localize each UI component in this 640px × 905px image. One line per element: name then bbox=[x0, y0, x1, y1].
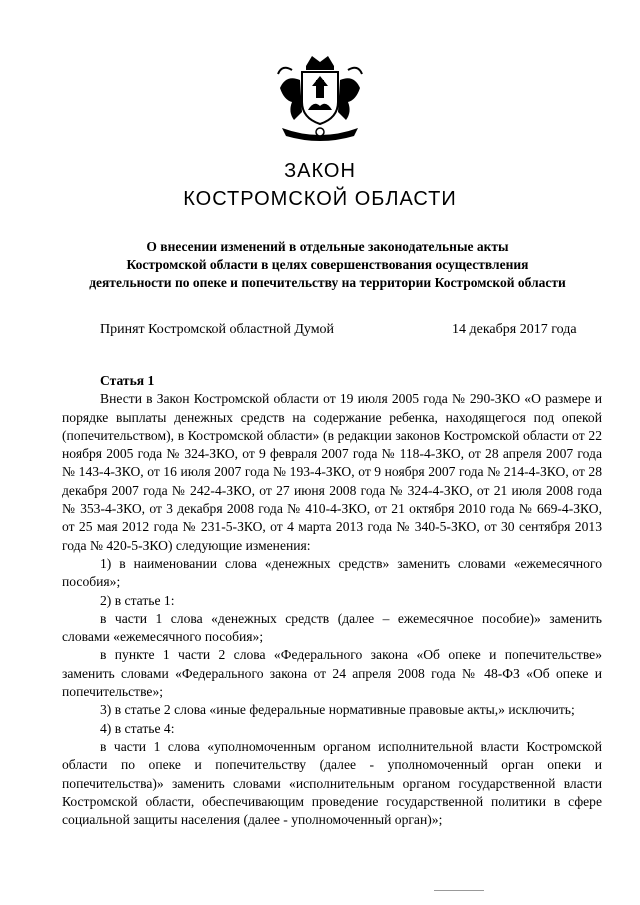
subject-line: О внесении изменений в отдельные законодательные акты bbox=[146, 239, 509, 254]
law-subject bbox=[50, 238, 605, 292]
article-item: 3) в статье 2 слова «иные федеральные нормативные правовые акты,» исключить; bbox=[100, 702, 575, 718]
article-intro: Внести в Закон Костромской области от 19 июля 2005 года № 290-ЗКО «О размере и порядке выплаты денежных средств на содержание ребенка, находящегося под опекой (попечительством), в Костромской области» (в редакции законов Костромской области от 22 ноября 2005 года № 324-ЗКО, от 9 февраля 2007 года № 118-4-ЗКО, от 28 апреля 2007 года № 143-4-ЗКО, от 16 июля 2007 года № 193-4-ЗКО, от 9 ноября 2007 года № 214-4-ЗКО, от 28 декабря 2007 года № 242-4-ЗКО, от 27 июня 2008 года № 324-4-ЗКО, от 21 июля 2008 года № 353-4-ЗКО, от 3 декабря 2008 года № 410-4-ЗКО, от 21 октября 2010 года № 669-4-ЗКО, от 25 мая 2012 года № 231-5-ЗКО, от 4 марта 2013 года № 340-5-ЗКО, от 30 сентября 2013 года № 420-5-ЗКО) следующие изменения: bbox=[62, 391, 602, 553]
article-item: 1) в наименовании слова «денежных средств» заменить словами «ежемесячного пособия»; bbox=[62, 555, 602, 590]
adopted-by: Принят Костромской областной Думой bbox=[100, 322, 335, 337]
article-subitem: в части 1 слова «уполномоченным органом исполнительной власти Костромской области по опеке и попечительству (далее - уполномоченный орган опеки и попечительства)» заменить словами «исполнительным органом государственной власти Костромской области, обеспечивающим проведение государственной политики в сфере социальной защиты населения (далее - уполномоченный орган)»; bbox=[62, 738, 602, 828]
scan-artifact bbox=[434, 890, 484, 891]
article-item: 2) в статье 1: bbox=[100, 592, 175, 608]
law-region: КОСТРОМСКОЙ ОБЛАСТИ bbox=[183, 188, 457, 210]
subject-line: Костромской области в целях совершенствования осуществления bbox=[126, 257, 529, 272]
article-heading: Статья 1 bbox=[100, 373, 155, 388]
adoption-date: 14 декабря 2017 года bbox=[452, 322, 577, 337]
law-title: ЗАКОН bbox=[284, 160, 356, 182]
article-subitem: в части 1 слова «денежных средств (далее – ежемесячное пособие)» заменить словами «ежемесячного пособия»; bbox=[62, 610, 602, 645]
subject-line: деятельности по опеке и попечительству на территории Костромской области bbox=[89, 275, 566, 290]
coat-of-arms-icon bbox=[262, 50, 378, 146]
document-body bbox=[62, 372, 602, 829]
article-item: 4) в статье 4: bbox=[100, 720, 175, 736]
article-subitem: в пункте 1 части 2 слова «Федерального закона «Об опеке и попечительстве» заменить словами «Федерального закона от 24 апреля 2008 года № 48-ФЗ «Об опеке и попечительстве»; bbox=[62, 647, 602, 700]
